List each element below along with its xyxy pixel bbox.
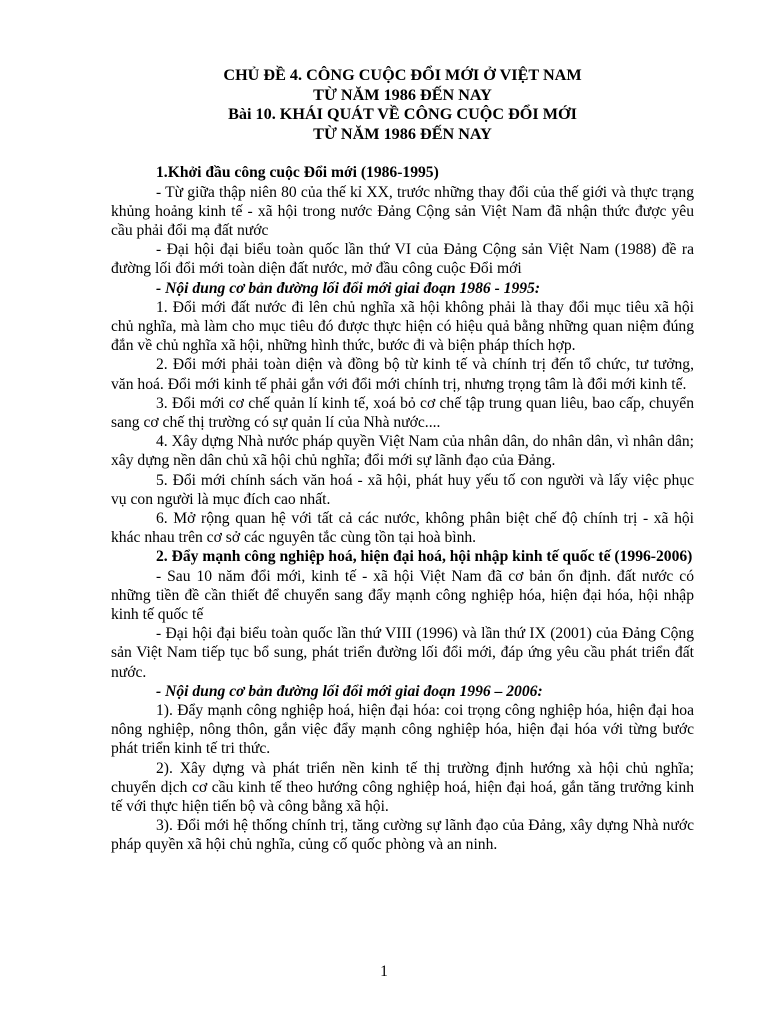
- section-1-list-item: 6. Mở rộng quan hệ với tất cả các nước, không phân biệt chế độ chính trị - xã hội khác nhau trên cơ sở các nguyên tắc cùng tồn tại hoà bình.: [111, 510, 694, 547]
- section-2-paragraph: - Sau 10 năm đổi mới, kinh tế - xã hội Việt Nam đã cơ bản ổn định. đất nước có những tiền đề cần thiết để chuyển sang đẩy mạnh công nghiệp hóa, hiện đại hóa, hội nhập kinh tế quốc tế: [111, 567, 694, 624]
- title-lesson-period: TỪ NĂM 1986 ĐẾN NAY: [313, 124, 492, 143]
- section-1-list-item: 3. Đổi mới cơ chế quản lí kinh tế, xoá bỏ cơ chế tập trung quan liêu, bao cấp, chuyển sang cơ chế thị trường có sự quản lí của Nhà nước....: [111, 394, 694, 432]
- section-2-list-item: 3). Đổi mới hệ thống chính trị, tăng cường sự lãnh đạo của Đảng, xây dựng Nhà nước pháp quyền xã hội chủ nghĩa, củng cố quốc phòng và an ninh.: [111, 817, 694, 854]
- section-2-heading: 2. Đẩy mạnh công nghiệp hoá, hiện đại hoá, hội nhập kinh tế quốc tế (1996-2006): [156, 548, 693, 566]
- section-1-paragraph: - Đại hội đại biểu toàn quốc lần thứ VI của Đảng Cộng sản Việt Nam (1988) đề ra đường lối đổi mới toàn diện đất nước, mở đầu công cuộc Đổi mới: [111, 241, 694, 278]
- section-1-heading: 1.Khởi đầu công cuộc Đổi mới (1986-1995): [156, 164, 439, 182]
- section-1-list-item: 5. Đổi mới chính sách văn hoá - xã hội, phát huy yếu tố con người và lấy việc phục vụ con người là mục đích cao nhất.: [111, 471, 694, 508]
- section-1-list-item: 4. Xây dựng Nhà nước pháp quyền Việt Nam của nhân dân, do nhân dân, vì nhân dân; xây dựng nền dân chủ xã hội chủ nghĩa; đổi mới sự lãnh đạo của Đảng.: [111, 433, 694, 470]
- section-1-paragraph: - Từ giữa thập niên 80 của thế kỉ XX, trước những thay đổi của thế giới và thực trạng khủng hoảng kinh tế - xã hội trong nước Đảng Cộng sản Việt Nam đã nhận thức được yêu cầu phải đổi mạ đất nước: [111, 183, 694, 239]
- section-1-list-item: 1. Đổi mới đất nước đi lên chủ nghĩa xã hội không phải là thay đổi mục tiêu xã hội chủ nghĩa, mà làm cho mục tiêu đó được thực hiện có hiệu quả bằng những quan niệm đúng đắn về chủ nghĩa xã hội, những hình thức, bước đi và biện pháp thích hợp.: [111, 298, 694, 355]
- title-lesson: Bài 10. KHÁI QUÁT VỀ CÔNG CUỘC ĐỔI MỚI: [228, 105, 577, 124]
- document-title: [111, 66, 694, 144]
- title-spacer: [111, 144, 694, 163]
- section-2-list-item: 1). Đẩy mạnh công nghiệp hoá, hiện đại hóa: coi trọng công nghiệp hóa, hiện đại hoa nông nghiệp, nông thôn, gắn việc đẩy mạnh công nghiệp hóa, hiện đại hóa với từng bước phát triển kinh tế tri thức.: [111, 702, 694, 758]
- title-topic: CHỦ ĐỀ 4. CÔNG CUỘC ĐỔI MỚI Ở VIỆT NAM: [223, 66, 582, 84]
- page-number: 1: [380, 963, 388, 980]
- section-2-subheading: - Nội dung cơ bản đường lối đổi mới giai đoạn 1996 – 2006:: [156, 682, 543, 700]
- section-2-paragraph: - Đại hội đại biểu toàn quốc lần thứ VIII (1996) và lần thứ IX (2001) của Đảng Cộng sản Việt Nam tiếp tục bổ sung, phát triển đường lối đổi mới, đáp ứng yêu cầu phát triển đất nước.: [111, 625, 694, 681]
- section-1-list-item: 2. Đổi mới phải toàn diện và đồng bộ từ kinh tế và chính trị đến tổ chức, tư tưởng, văn hoá. Đổi mới kinh tế phải gắn với đổi mới chính trị, nhưng trọng tâm là đổi mới kinh tế.: [111, 356, 694, 393]
- section-2-list-item: 2). Xây dựng và phát triển nền kinh tế thị trường định hướng xà hội chủ nghĩa; chuyển dịch cơ cầu kinh tế theo hướng công nghiệp hoá, hiện đại hoá, gắn tăng trưởng kinh tế với thực hiện tiến bộ và công bằng xã hội.: [111, 759, 694, 816]
- title-topic-period: TỪ NĂM 1986 ĐẾN NAY: [313, 85, 492, 104]
- section-1-subheading: - Nội dung cơ bản đường lối đổi mới giai đoạn 1986 - 1995:: [156, 279, 541, 297]
- document-body: [111, 163, 694, 854]
